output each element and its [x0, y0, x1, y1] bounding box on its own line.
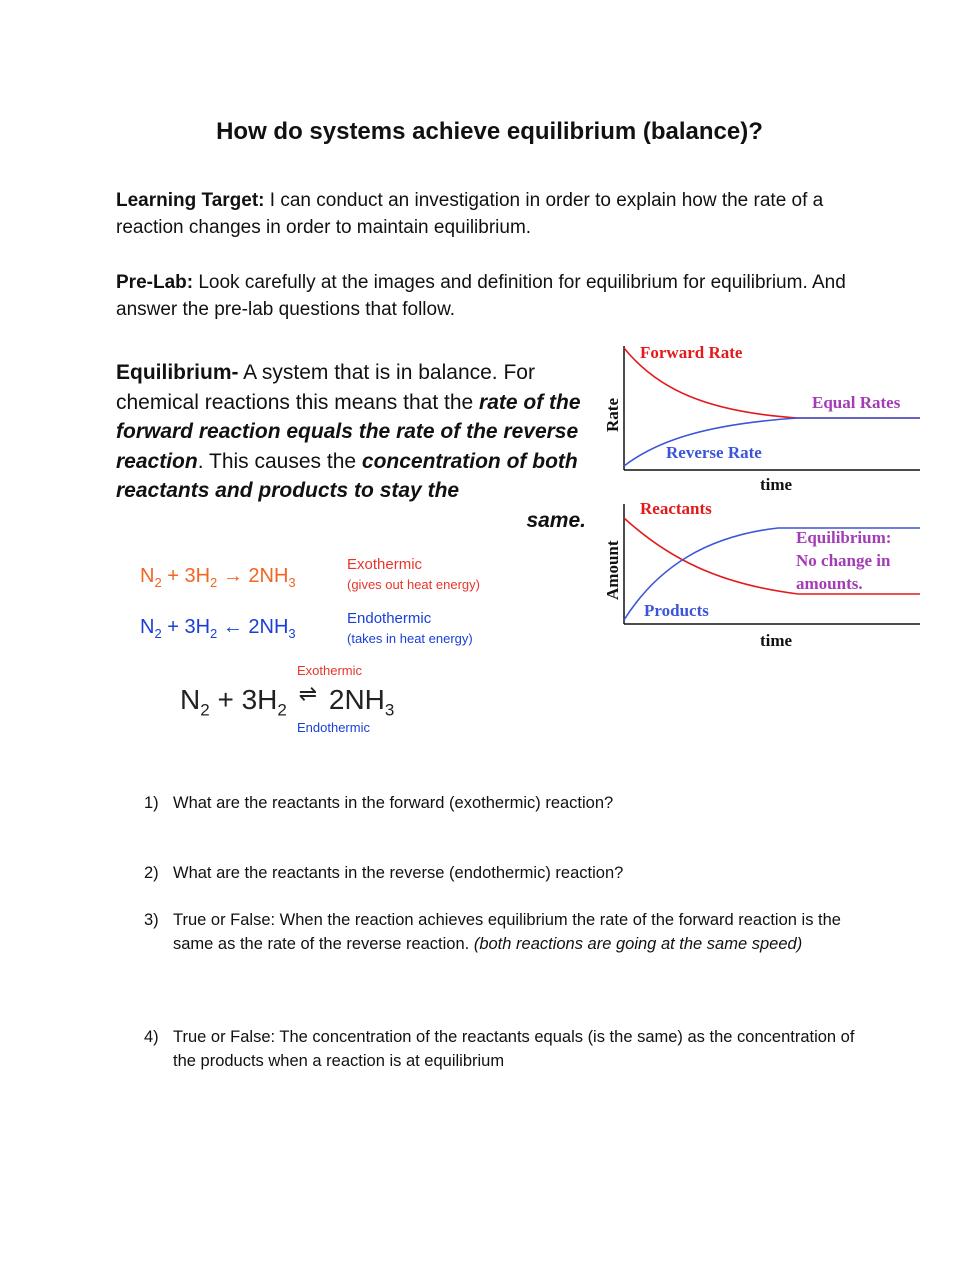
rate-y-label: Rate	[603, 398, 622, 432]
question-number: 3)	[144, 911, 159, 929]
prelab	[116, 269, 876, 323]
definition-emphasis-3: same.	[526, 508, 586, 532]
question-3-note: (both reactions are going at the same speed)	[473, 935, 803, 953]
page-title: How do systems achieve equilibrium (balance)?	[216, 118, 763, 145]
prelab-text: Look carefully at the images and definition for equilibrium for equilibrium. And answer the pre-lab questions that follow.	[116, 272, 846, 320]
prelab-label: Pre-Lab:	[116, 272, 194, 293]
endothermic-sublabel: (takes in heat energy)	[347, 631, 473, 646]
question-number: 2)	[144, 864, 159, 882]
question-1	[144, 791, 874, 815]
forward-arrow-icon: →	[222, 565, 243, 587]
equal-rates-label: Equal Rates	[812, 393, 901, 412]
question-text: True or False: When the reaction achieves equilibrium the rate of the forward reaction is the same as the rate of the reverse reaction. (both reactions are going at the same speed)	[173, 911, 841, 953]
definition-term: Equilibrium-	[116, 361, 239, 384]
equilibrium-label-1: Equilibrium:	[796, 528, 892, 547]
forward-rate-label: Forward Rate	[640, 343, 743, 362]
rate-graph	[598, 340, 928, 500]
definition-text-2: . This causes the	[197, 449, 362, 473]
reverse-equation: $N_2 + 3H_2$ ← $2NH_3$	[140, 616, 296, 641]
equilibrium-arrow-icon: ⇌	[298, 681, 318, 706]
reverse-arrow-icon: ←	[222, 616, 243, 638]
definition-emphasis-1: rate of the forward reaction equals the rate of the reverse reaction	[116, 390, 581, 473]
question-number: 1)	[144, 794, 159, 812]
equilibrium-label-2: No change in	[796, 551, 891, 570]
question-2	[144, 861, 874, 885]
equilibrium-definition	[116, 358, 586, 535]
definition-text-1: A system that is in balance. For chemical reactions this means that the	[116, 361, 535, 414]
question-text: What are the reactants in the reverse (endothermic) reaction?	[173, 864, 624, 882]
exothermic-label: Exothermic	[347, 556, 423, 573]
equilibrium-equation: $N_2 + 3H_2$ ⇌ $2NH_3$	[180, 681, 395, 720]
equilibrium-label-3: amounts.	[796, 574, 863, 593]
question-number: 4)	[144, 1028, 159, 1046]
amount-x-label: time	[760, 631, 793, 650]
learning-target-text: I can conduct an investigation in order to explain how the rate of a reaction changes in order to maintain equilibrium.	[116, 190, 824, 238]
question-text: True or False: The concentration of the reactants equals (is the same) as the concentration of the products when a reaction is at equilibrium	[173, 1028, 855, 1070]
rate-x-label: time	[760, 475, 793, 494]
question-3	[144, 908, 874, 956]
eq-exothermic-label: Exothermic	[297, 663, 363, 678]
reactants-label: Reactants	[640, 499, 712, 518]
endothermic-label: Endothermic	[347, 610, 432, 627]
learning-target-label: Learning Target:	[116, 190, 265, 211]
eq-endothermic-label: Endothermic	[297, 720, 370, 735]
learning-target	[116, 187, 876, 241]
reverse-rate-label: Reverse Rate	[666, 443, 762, 462]
definition-emphasis-2: concentration of both reactants and products to stay the	[116, 449, 578, 502]
amount-y-label: Amount	[603, 540, 622, 600]
amount-graph	[598, 496, 928, 656]
question-text: What are the reactants in the forward (exothermic) reaction?	[173, 794, 614, 812]
products-label: Products	[644, 601, 709, 620]
exothermic-sublabel: (gives out heat energy)	[347, 577, 480, 592]
question-4	[144, 1025, 874, 1073]
forward-equation: $N_2 + 3H_2 \to 2NH_3$	[140, 565, 296, 590]
